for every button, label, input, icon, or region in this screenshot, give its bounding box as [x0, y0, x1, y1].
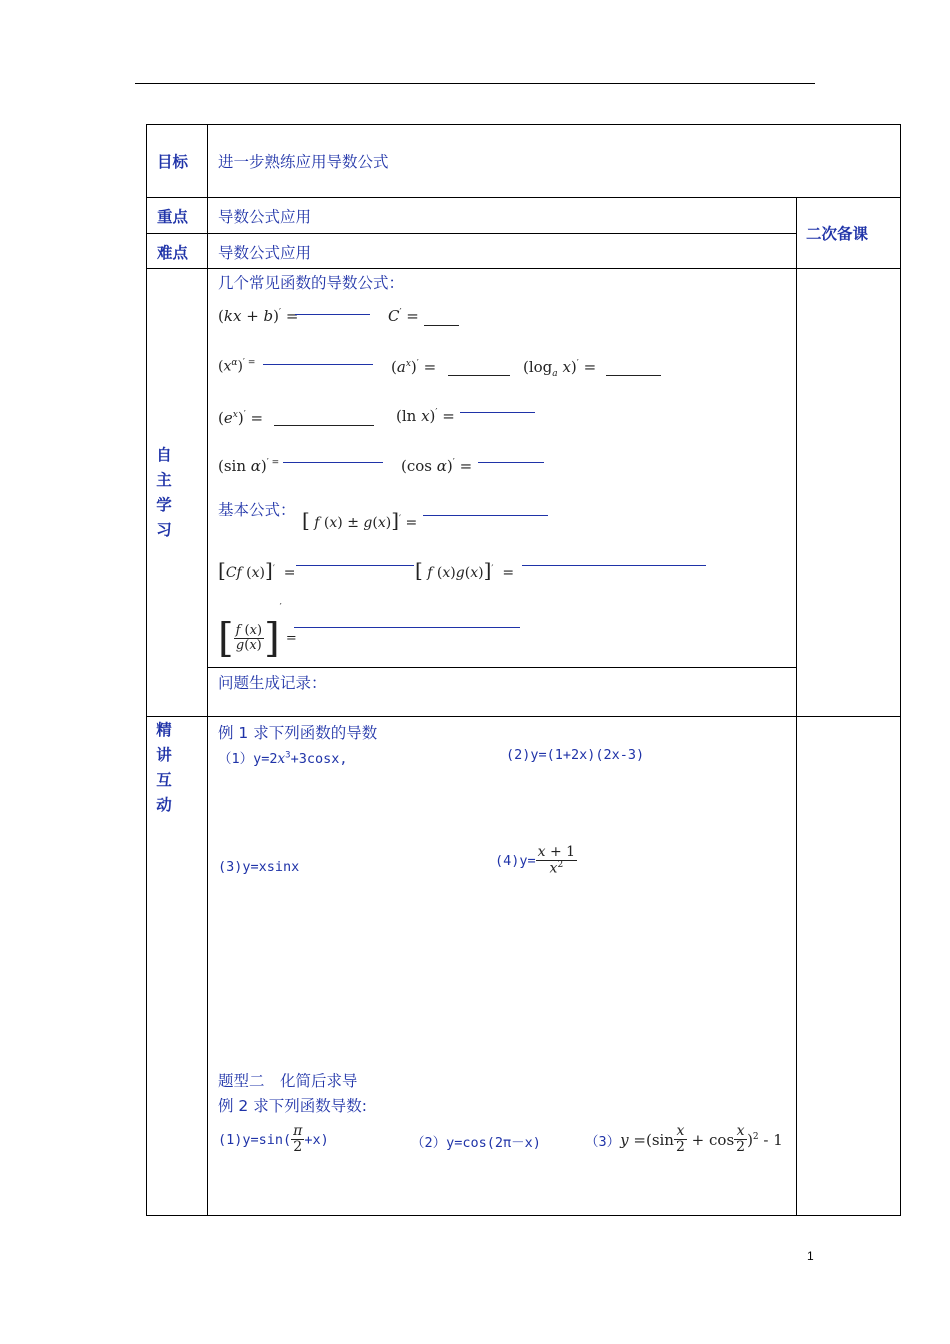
- formulas-intro: 几个常见函数的导数公式：: [218, 274, 405, 292]
- answer-blank[interactable]: [606, 375, 661, 376]
- goal-label: 目标: [157, 153, 189, 171]
- basic-formula-label: 基本公式：: [218, 501, 296, 519]
- answer-blank[interactable]: [283, 462, 383, 463]
- formula-cos: (cos α)′ =: [401, 457, 473, 475]
- answer-blank[interactable]: [522, 565, 706, 566]
- formula-product-rule: [ f (x)g(x)]′ =: [415, 558, 515, 582]
- answer-blank[interactable]: [263, 364, 373, 365]
- answer-blank[interactable]: [274, 425, 374, 426]
- example2-title: 例 2 求下列函数导数:: [218, 1097, 367, 1115]
- formula-sum-rule: [ f (x) ± g(x)]′ =: [302, 508, 418, 532]
- header-rule: [135, 83, 815, 84]
- answer-blank[interactable]: [460, 412, 535, 413]
- key-label: 重点: [157, 208, 189, 226]
- difficulty-text: 导数公式应用: [218, 244, 312, 262]
- answer-blank[interactable]: [295, 314, 370, 315]
- answer-blank[interactable]: [424, 325, 459, 326]
- formula-sin: (sin α)′ =: [218, 457, 280, 475]
- formula-ln: (ln x)′ =: [396, 407, 455, 425]
- formula-quotient-rule: [ $\frac{f (x)}{g(x)}$ ]′ =: [218, 603, 297, 662]
- question-record: 问题生成记录：: [218, 674, 327, 692]
- answer-blank[interactable]: [478, 462, 544, 463]
- ex1-q1: $(1)y=2x^3+3\cos x$,: [218, 750, 348, 767]
- formula-e-power: $(e^x)'$ =: [218, 409, 264, 427]
- ex1-q3: (3)y=xsinx: [218, 859, 300, 875]
- formula-linear: (kx + b)′ =: [218, 307, 299, 325]
- ex2-q1: (1)y=sin( $\frac{\pi}{2}$ +x): [218, 1123, 329, 1156]
- answer-blank[interactable]: [296, 565, 414, 566]
- formula-exponential: $(a^x)'$ =: [391, 358, 437, 376]
- difficulty-label: 难点: [157, 244, 189, 262]
- side-header: 二次备课: [806, 225, 869, 243]
- ex2-q3: （3）y =(sin $\frac{x}{2}$ + cos $\frac{x}{2}$ )$^2$ - 1: [585, 1123, 783, 1156]
- answer-blank[interactable]: [423, 515, 548, 516]
- ex2-q2: （2）y=cos(2π－x): [411, 1135, 541, 1151]
- example1-title: 例 1 求下列函数的导数: [218, 724, 378, 742]
- formula-constant: C′ =: [388, 307, 419, 325]
- key-text: 导数公式应用: [218, 208, 312, 226]
- ex1-q2: (2)y=(1+2x)(2x-3): [506, 747, 645, 763]
- lecture-label: 精 讲 互 动: [156, 721, 172, 814]
- formula-power: $(x^\alpha)^{' =}$: [218, 358, 256, 375]
- answer-blank[interactable]: [294, 627, 520, 628]
- formula-log: ($\log_a$ x)′ =: [523, 358, 597, 379]
- self-study-label: 自 主 学 习: [156, 446, 172, 539]
- answer-blank[interactable]: [448, 375, 510, 376]
- type2-title: 题型二 化简后求导: [218, 1072, 358, 1090]
- formula-constant-multiple: [Cf (x)]′ =: [218, 558, 296, 582]
- goal-text: 进一步熟练应用导数公式: [218, 153, 389, 171]
- page-number: 1: [807, 1249, 814, 1263]
- ex1-q4: (4)y= $\frac{x + 1}{x^2}$: [495, 844, 576, 878]
